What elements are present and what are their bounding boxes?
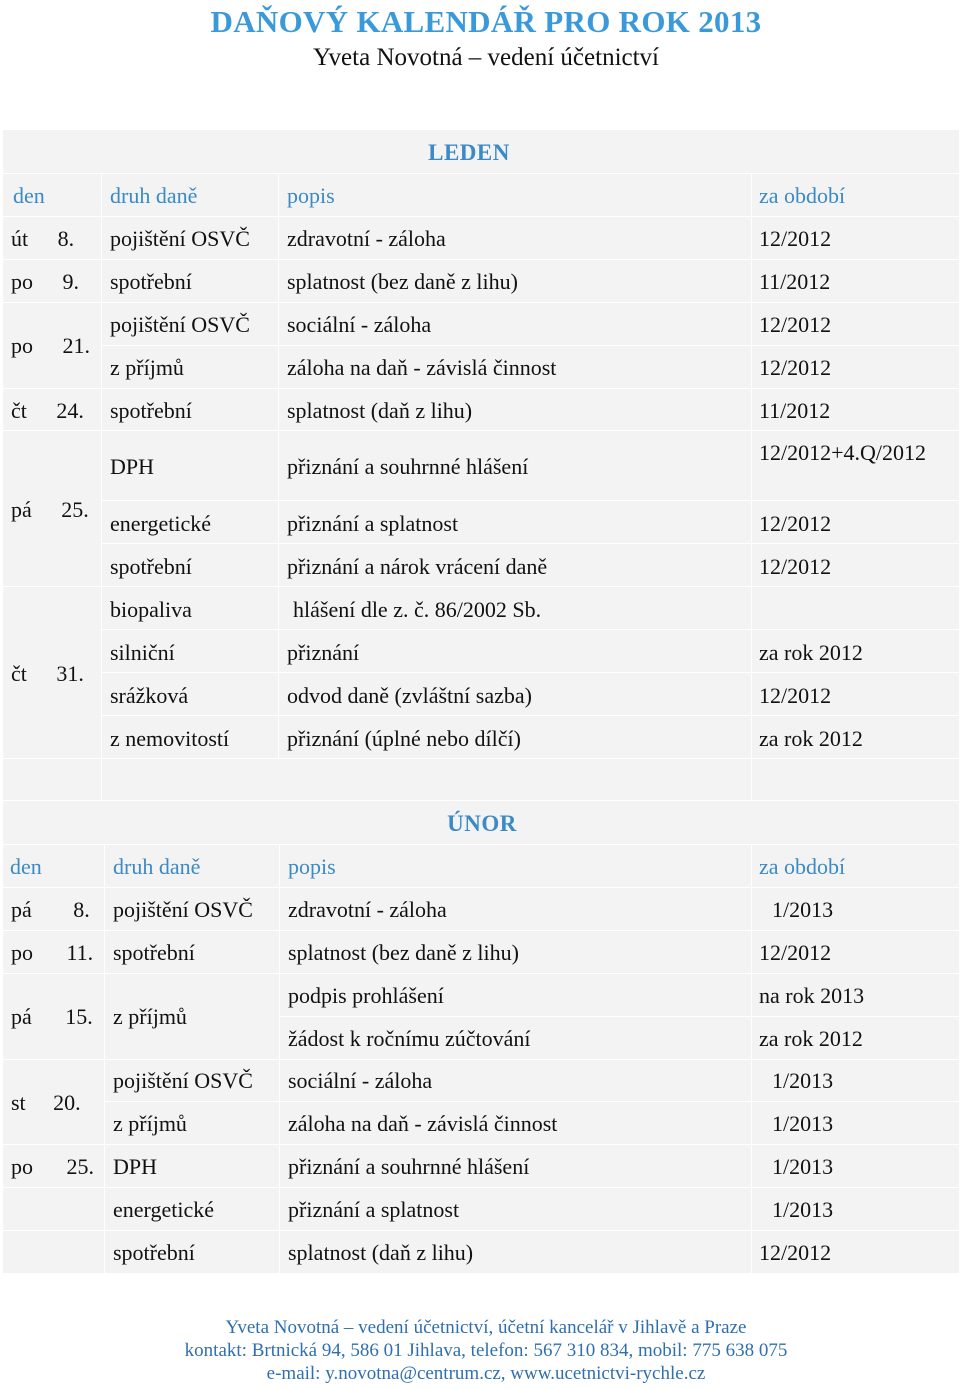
unor-table <box>3 801 959 1273</box>
popis-cell: odvod daně (zvláštní sazba) <box>287 683 532 708</box>
popis-cell: přiznání a splatnost <box>287 511 459 536</box>
druh-cell: energetické <box>110 511 211 536</box>
obdobi-cell: za rok 2012 <box>759 1026 863 1051</box>
obdobi-cell: 1/2013 <box>772 1197 834 1222</box>
popis-cell: přiznání a souhrnné hlášení <box>287 454 529 479</box>
spacer-row <box>3 759 959 800</box>
popis-cell: přiznání (úplné nebo dílčí) <box>287 726 521 751</box>
druh-cell: pojištění OSVČ <box>113 897 253 922</box>
obdobi-cell: 12/2012 <box>759 1240 832 1265</box>
popis-cell: splatnost (daň z lihu) <box>288 1240 474 1265</box>
obdobi-cell: 12/2012 <box>759 511 832 536</box>
day-cell: čt 31. <box>11 661 84 686</box>
header-druh: druh daně <box>110 183 198 208</box>
obdobi-cell: 12/2012 <box>759 554 832 579</box>
druh-cell: spotřební <box>110 269 192 294</box>
obdobi-cell: 12/2012 <box>759 312 832 337</box>
month-heading-leden: LEDEN <box>428 140 510 165</box>
popis-cell: zdravotní - záloha <box>288 897 447 922</box>
druh-cell: z příjmů <box>110 355 184 380</box>
popis-cell: záloha na daň - závislá činnost <box>287 355 557 380</box>
popis-cell: sociální - záloha <box>287 312 432 337</box>
druh-cell: energetické <box>113 1197 214 1222</box>
header-den: den <box>13 183 45 208</box>
druh-cell: spotřební <box>113 1240 195 1265</box>
popis-cell: splatnost (daň z lihu) <box>287 398 473 423</box>
popis-cell: žádost k ročnímu zúčtování <box>288 1026 531 1051</box>
page-title: DAŇOVÝ KALENDÁŘ PRO ROK 2013 <box>210 4 762 39</box>
popis-cell: splatnost (bez daně z lihu) <box>287 269 518 294</box>
day-cell: út 8. <box>11 226 75 251</box>
druh-cell: pojištění OSVČ <box>110 312 250 337</box>
druh-cell: spotřební <box>110 398 192 423</box>
header-druh: druh daně <box>113 854 201 879</box>
popis-cell: splatnost (bez daně z lihu) <box>288 940 519 965</box>
druh-cell: DPH <box>110 454 155 479</box>
obdobi-cell: na rok 2013 <box>759 983 865 1008</box>
popis-cell: přiznání <box>287 640 360 665</box>
popis-cell: záloha na daň - závislá činnost <box>288 1111 558 1136</box>
footer-line-1: Yveta Novotná – vedení účetnictví, účetní kancelář v Jihlavě a Praze <box>225 1317 747 1338</box>
obdobi-cell: 11/2012 <box>759 269 831 294</box>
popis-cell: sociální - záloha <box>288 1068 433 1093</box>
druh-cell: silniční <box>110 640 175 665</box>
obdobi-cell: 12/2012 <box>759 355 832 380</box>
leden-table <box>3 130 959 758</box>
header-popis: popis <box>287 183 335 208</box>
popis-cell: přiznání a nárok vrácení daně <box>287 554 548 579</box>
druh-cell: pojištění OSVČ <box>110 226 250 251</box>
popis-cell: přiznání a souhrnné hlášení <box>288 1154 530 1179</box>
obdobi-cell: 12/2012+4.Q/2012 <box>759 440 927 465</box>
header-den: den <box>10 854 42 879</box>
day-cell: čt 24. <box>11 398 84 423</box>
druh-cell: z příjmů <box>113 1004 187 1029</box>
druh-cell: spotřební <box>110 554 192 579</box>
obdobi-cell: 1/2013 <box>772 1111 834 1136</box>
day-cell: st 20. <box>11 1090 81 1115</box>
day-cell: po 21. <box>11 333 90 358</box>
obdobi-cell: 12/2012 <box>759 683 832 708</box>
popis-cell: podpis prohlášení <box>288 983 444 1008</box>
footer-line-2: kontakt: Brtnická 94, 586 01 Jihlava, telefon: 567 310 834, mobil: 775 638 075 <box>184 1340 788 1361</box>
druh-cell: z příjmů <box>113 1111 187 1136</box>
popis-cell: hlášení dle z. č. 86/2002 Sb. <box>293 597 542 622</box>
day-cell: po 25. <box>11 1154 94 1179</box>
obdobi-cell: za rok 2012 <box>759 640 863 665</box>
obdobi-cell: 12/2012 <box>759 226 832 251</box>
druh-cell: spotřební <box>113 940 195 965</box>
day-cell: po 11. <box>11 940 94 965</box>
popis-cell: zdravotní - záloha <box>287 226 446 251</box>
druh-cell: pojištění OSVČ <box>113 1068 253 1093</box>
obdobi-cell: 11/2012 <box>759 398 831 423</box>
druh-cell: biopaliva <box>110 597 192 622</box>
obdobi-cell: 1/2013 <box>772 897 834 922</box>
header-obdobi: za období <box>759 183 846 208</box>
page-subtitle: Yveta Novotná – vedení účetnictví <box>313 44 659 71</box>
obdobi-cell: 12/2012 <box>759 940 832 965</box>
month-heading-unor: ÚNOR <box>447 811 517 836</box>
obdobi-cell: 1/2013 <box>772 1068 834 1093</box>
day-cell: pá 15. <box>11 1004 93 1029</box>
header-obdobi: za období <box>759 854 846 879</box>
druh-cell: srážková <box>110 683 189 708</box>
popis-cell: přiznání a splatnost <box>288 1197 460 1222</box>
footer-line-3[interactable]: e-mail: y.novotna@centrum.cz, www.ucetnictvi-rychle.cz <box>266 1363 706 1384</box>
obdobi-cell: za rok 2012 <box>759 726 863 751</box>
day-cell: po 9. <box>11 269 79 294</box>
druh-cell: z nemovitostí <box>110 726 230 751</box>
druh-cell: DPH <box>113 1154 158 1179</box>
header-popis: popis <box>288 854 336 879</box>
day-cell: pá 8. <box>11 897 90 922</box>
day-cell: pá 25. <box>11 497 89 522</box>
obdobi-cell: 1/2013 <box>772 1154 834 1179</box>
